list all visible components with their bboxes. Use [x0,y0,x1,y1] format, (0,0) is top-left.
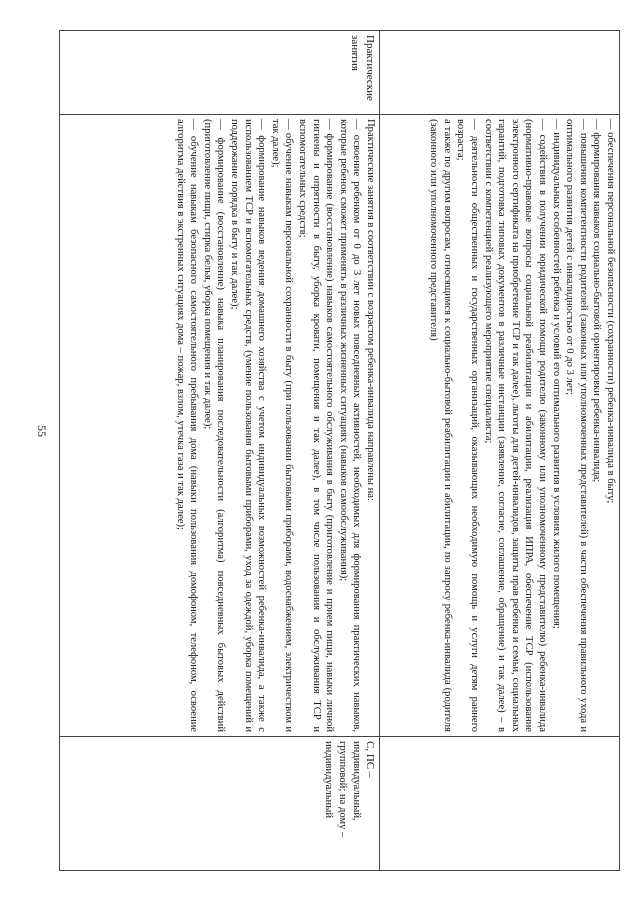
list-item: — содействия в получении юридической помощи родителю (законному или уполномоченному представителю) ребенка-инвалида (нормативно-правовые вопросы социальной реабилитации и абилитации, реализация ИПРА, обеспечение ТСР (использование электронного сертификата на приобретение ТСР и так далее), льготы для детей-инвалидов, защиты прав ребенка и семьи, социальных гарантий, подготовка типовых документов в различные инстанции (заявление, согласие, соглашение, обращение) и так далее) – в соответствии с компетенцией реализующего мероприятие специалиста; [482,119,549,732]
list-item: — формирование навыков ведения домашнего хозяйства с учетом индивидуальных возможностей ребенка-инвалида, а также с использованием ТСР и вспомогательных средств, (умение пользования бытовыми приборами, уход за одеждой, уборка помещений и поддержание порядка в быту и так далее); [229,119,268,732]
list-item: — обучение навыкам безопасного самостоятельного пребывания дома (навыки пользования домофоном, телефоном, освоение алгоритма действия в экстренных ситуациях дома – пожар, взлом, утечка газа и так далее); [174,119,200,732]
row-content-cell [380,115,620,737]
list-item: — обеспечения персональной безопасности (сохранности) ребенка-инвалида в быту; [605,119,616,504]
list-item: — повышения компетентности родителей (законных или уполномоченных представителей) в части обеспечения правильного ухода и оптимального развития детей с инвалидностью от 0 до 3 лет; [564,119,589,732]
rehabilitation-table [59,30,620,871]
row-forms-cell [60,737,380,871]
list-item: — освоение ребенком от 0 до 3 лет новых повседневных активностей, необходимых для формирования практических навыков, которые ребенок сможет применять в различных жизненных ситуациях (навыков самообслуживания); [337,119,363,732]
row-forms-cell [380,737,620,871]
forms-code: С, ПС – [364,741,376,778]
list-item: — формирования навыков социально-бытовой ориентировки ребенка-инвалида; [591,119,603,483]
rotated-page [60,30,620,870]
list-item: — обучение навыкам персональной сохранности в быту (при пользовании бытовыми приборами, водоснабжением, электричеством и так далее); [269,119,295,732]
page-number: 55 [35,425,49,437]
row-label-cell [380,31,620,115]
row-label: Практические занятия [349,35,376,101]
forms-detail: индивидуальный, групповой; на дому – индивидуальный [323,741,362,838]
table-row [380,31,620,871]
list-item: — индивидуальных особенностей ребенка и условий его оптимального развития в условиях жилого помещения; [550,119,562,629]
list-item: а также по другим вопросам, относящимся к социально-бытовой реабилитации и абилитации, по запросу ребенка-инвалида (родителя (законного или уполномоченного представителя) [428,119,453,732]
list-item: — деятельности общественных и государственных организаций, оказывающих необходимую помощь и услуги детям раннего возраста; [455,119,481,732]
list-item: — формирование (восстановление) навыков самостоятельного обслуживания в быту (приготовление и прием пищи, навыки личной гигиены и опрятности в быту, уборка кровати, помещения и так далее), в том числе пользования и обслуживания ТСР и вспомогательных средств; [297,119,336,732]
row-label-cell [60,31,380,115]
list-heading: Практические занятия в соответствии с возрастом ребенка-инвалида направлены на: [365,119,376,501]
table-row [60,31,380,871]
list-item: — формирование (восстановление) навыка планирования последовательности (алгоритма) повседневных бытовых действий (приготовление пищи, стирка белья, уборка помещения и так далее); [201,119,227,732]
row-content-cell [60,115,380,737]
